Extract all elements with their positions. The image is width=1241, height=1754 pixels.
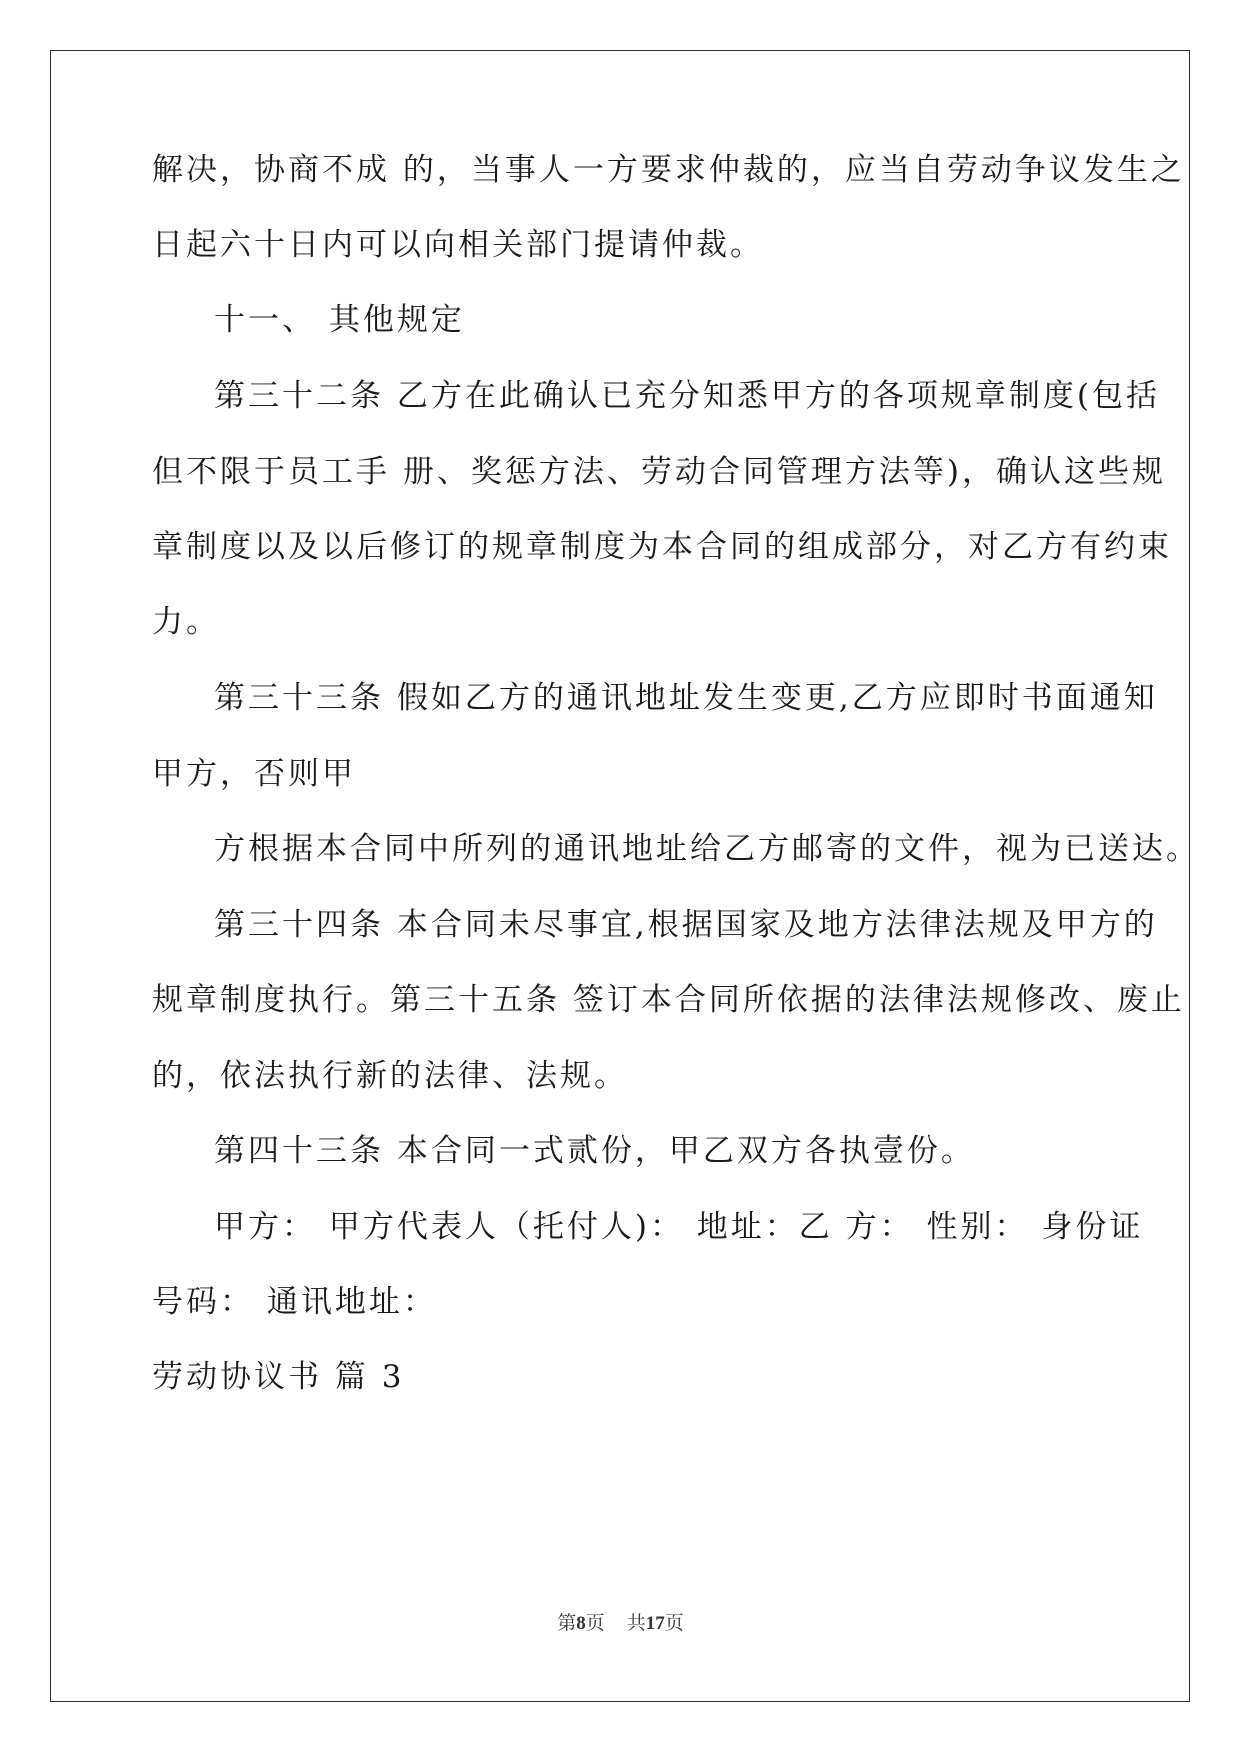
text-line: 第三十二条 乙方在此确认已充分知悉甲方的各项规章制度(包括 [214,378,1160,414]
text-line: 甲方： 甲方代表人（托付人)： 地址：乙 方： 性别： 身份证 [214,1209,1144,1245]
page-number: 8 [576,1613,586,1634]
text-line: 第四十三条 本合同一式贰份，甲乙双方各执壹份。 [214,1133,975,1169]
text-line: 第三十三条 假如乙方的通讯地址发生变更,乙方应即时书面通知 [214,680,1158,716]
section-heading: 十一、 其他规定 [214,302,465,338]
page-border [50,50,1190,1702]
total-label-unit: 页 [664,1613,684,1634]
text-line: 的，依法执行新的法律、法规。 [152,1058,628,1094]
text-line: 章制度以及以后修订的规章制度为本合同的组成部分，对乙方有约束 [152,529,1172,565]
page-label-unit: 页 [585,1613,605,1634]
text-line: 解决，协商不成 的，当事人一方要求仲裁的，应当自劳动争议发生之 [152,152,1185,188]
text-line: 力。 [152,604,220,640]
article-heading: 劳动协议书 篇 3 [152,1359,405,1395]
total-pages: 17 [645,1613,665,1634]
text-line: 号码： 通讯地址： [152,1284,437,1320]
text-line: 但不限于员工手 册、奖惩方法、劳动合同管理方法等)，确认这些规 [152,454,1166,490]
page-footer [0,1612,1241,1636]
text-line: 第三十四条 本合同未尽事宜,根据国家及地方法律法规及甲方的 [214,907,1158,943]
text-line: 甲方，否则甲 [152,756,356,792]
page-label-prefix: 第 [557,1613,577,1634]
text-line: 方根据本合同中所列的通讯地址给乙方邮寄的文件，视为已送达。 [214,831,1200,867]
text-line: 日起六十日内可以向相关部门提请仲裁。 [152,227,764,263]
total-label-prefix: 共 [626,1613,646,1634]
text-line: 规章制度执行。第三十五条 签订本合同所依据的法律法规修改、废止 [152,982,1185,1018]
